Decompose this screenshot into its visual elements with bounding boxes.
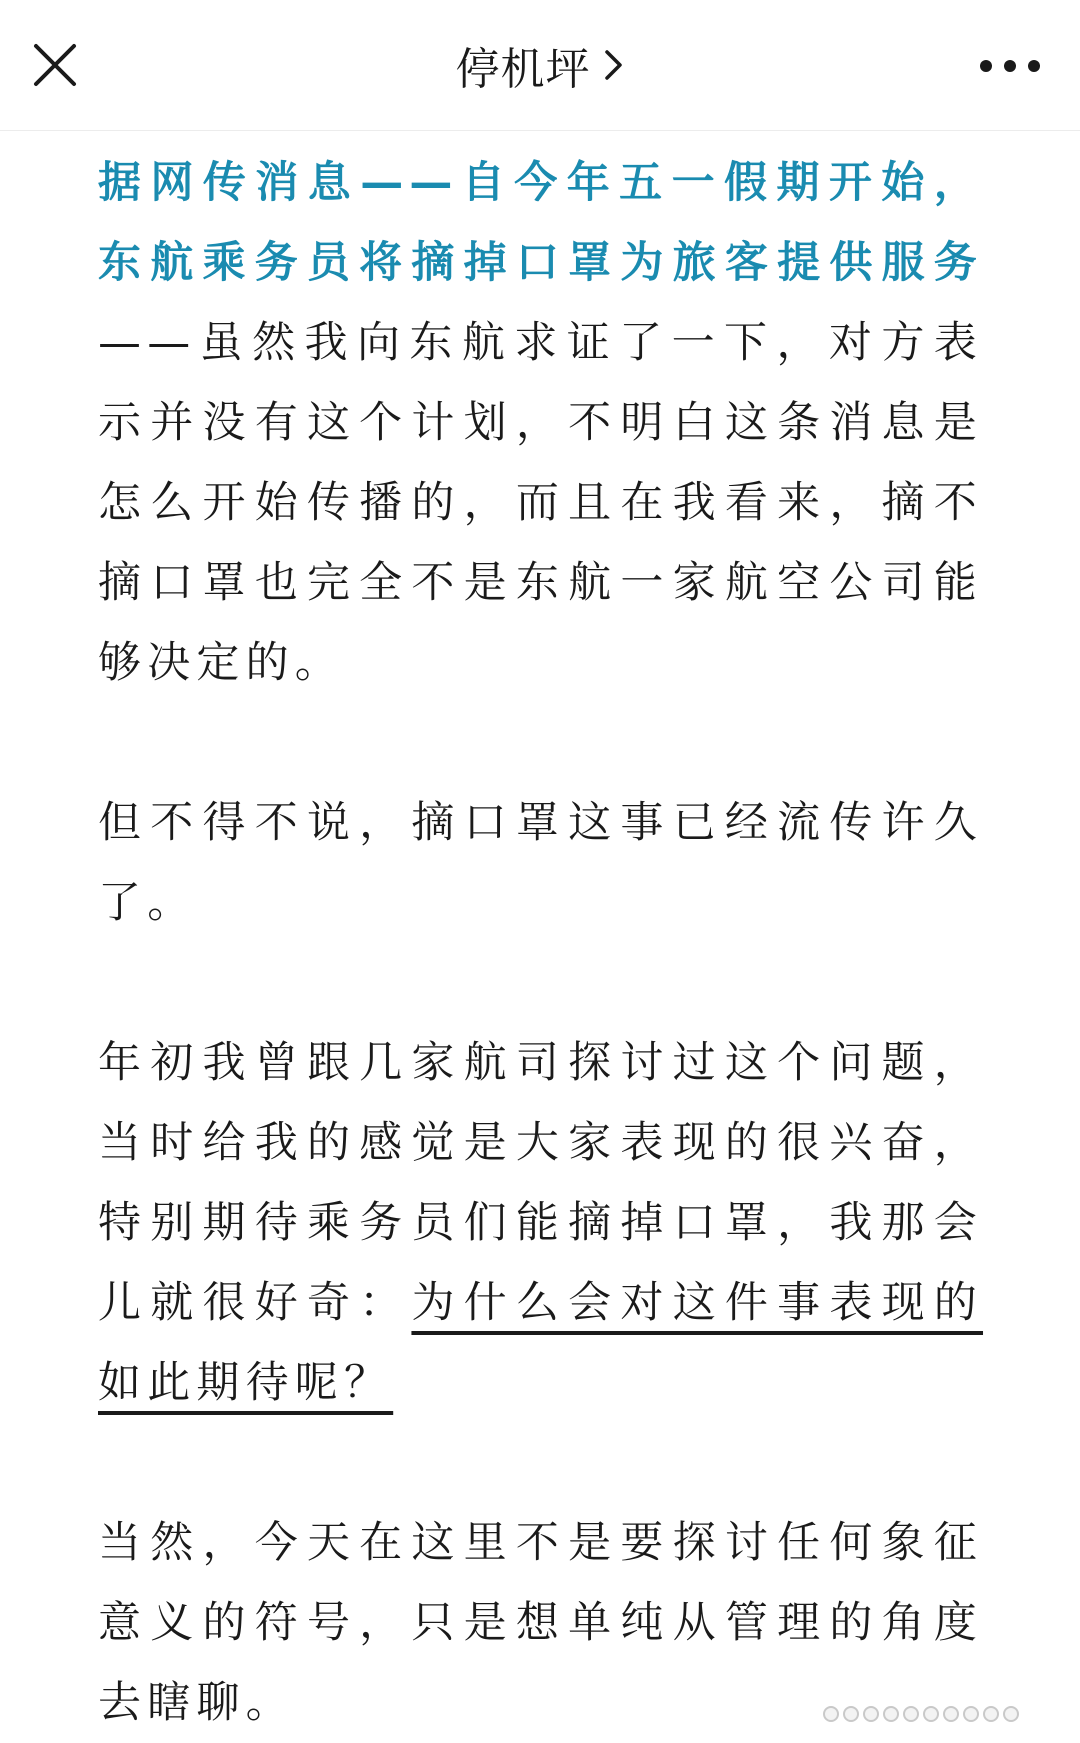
indicator-dot [823, 1706, 839, 1722]
paragraph-3 [98, 1023, 983, 1423]
headline-highlight: 据网传消息——自今年五一假期开始，东航乘务员将摘掉口罩为旅客提供服务 [98, 158, 983, 288]
paragraph-2: 但不得不说，摘口罩这事已经流传许久了。 [98, 798, 983, 928]
paragraph-1 [98, 143, 983, 703]
chevron-right-icon [603, 48, 625, 82]
account-title-link[interactable] [456, 33, 625, 97]
underlined-question: 为什么会对这件事表现的如此期待呢？ [98, 1278, 984, 1408]
page-title: 停机坪 [455, 44, 591, 95]
page-scroll-indicator [823, 1706, 1019, 1722]
close-button[interactable] [30, 40, 80, 90]
paragraph-3-text: 年初我曾跟几家航司探讨过这个问题，当时给我的感觉是大家表现的很兴奋，特别期待乘务员们能摘掉口罩，我那会儿就很好奇： [98, 1038, 983, 1328]
indicator-dot [963, 1706, 979, 1722]
indicator-dot [923, 1706, 939, 1722]
more-options-button[interactable] [975, 46, 1045, 86]
paragraph-1-text: ——虽然我向东航求证了一下，对方表示并没有这个计划，不明白这条消息是怎么开始传播的，而且在我看来，摘不摘口罩也完全不是东航一家航空公司能够决定的。 [98, 318, 983, 688]
indicator-dot [863, 1706, 879, 1722]
indicator-dot [883, 1706, 899, 1722]
indicator-dot [983, 1706, 999, 1722]
top-nav-bar [0, 0, 1080, 131]
close-icon [30, 40, 80, 90]
paragraph-4: 当然，今天在这里不是要探讨任何象征意义的符号，只是想单纯从管理的角度去瞎聊。 [98, 1518, 983, 1728]
indicator-dot [943, 1706, 959, 1722]
more-horizontal-icon [975, 46, 1045, 86]
indicator-dot [1003, 1706, 1019, 1722]
indicator-dot [903, 1706, 919, 1722]
article-body [98, 143, 983, 1743]
indicator-dot [843, 1706, 859, 1722]
